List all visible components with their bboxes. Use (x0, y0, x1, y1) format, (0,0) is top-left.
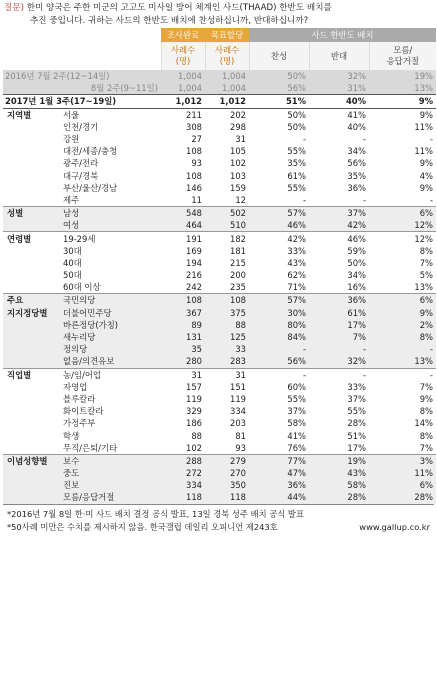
row-target-n: 375 (205, 307, 249, 319)
row-survey-n: 102 (186, 442, 202, 453)
row-support: 84% (249, 331, 309, 343)
row-label: 더불어민주당 (61, 307, 161, 319)
row-dk: 7% (419, 257, 433, 268)
row-support: 55% (287, 182, 306, 193)
row-target-n: 151 (230, 381, 246, 392)
row-group (3, 467, 61, 479)
row-dk: 7% (419, 442, 433, 453)
row-support: - (302, 134, 306, 145)
table-row (3, 269, 436, 281)
row-target-n: 235 (230, 282, 246, 293)
row-oppose: 37% (309, 207, 369, 220)
row-label: 30대 (63, 245, 82, 256)
row-group (3, 194, 61, 207)
row-oppose: 17% (347, 442, 366, 453)
row-dk: 12% (369, 232, 436, 245)
row-target-n: 119 (230, 393, 246, 404)
row-label: 새누리당 (61, 331, 161, 343)
row-group (3, 269, 61, 281)
row-dk: 11% (414, 121, 433, 132)
row-survey-n: 334 (161, 479, 205, 491)
row-support: - (249, 368, 309, 381)
table-row (3, 442, 436, 455)
question-text-line2: 추진 중입니다. 귀하는 사드의 한반도 배치에 찬성하십니까, 반대하십니까? (30, 16, 309, 26)
row-group: 성별 (3, 207, 61, 220)
table-row (3, 491, 436, 503)
row-dk: 6% (369, 207, 436, 220)
row-group (3, 491, 61, 503)
table-row (3, 232, 436, 245)
row-target-n: 283 (205, 355, 249, 368)
row-oppose: 59% (347, 245, 366, 256)
row-group (3, 429, 61, 441)
row-support: 37% (287, 406, 306, 417)
row-survey-n: 157 (186, 381, 202, 392)
row-support: 50% (287, 121, 306, 132)
row-survey-n: 1,012 (161, 95, 205, 108)
row-support: 50% (287, 109, 306, 120)
row-label: 화이트칼라 (63, 406, 104, 417)
row-support: 62% (287, 270, 306, 281)
table-row (3, 95, 436, 108)
row-oppose: - (309, 343, 369, 355)
footer-url: www.gallup.co.kr (359, 521, 430, 532)
row-dk: 9% (419, 109, 433, 120)
row-target-n: 200 (230, 270, 246, 281)
table-row (3, 245, 436, 257)
row-dk: - (429, 194, 433, 205)
table-row (3, 82, 436, 95)
row-oppose: 28% (309, 491, 369, 503)
row-dk: 14% (414, 418, 433, 429)
table-row (3, 133, 436, 145)
row-oppose: 43% (309, 467, 369, 479)
row-survey-n: 242 (186, 282, 202, 293)
row-group (3, 405, 61, 417)
row-group: 주요 (3, 294, 61, 307)
row-target-n: 215 (230, 257, 246, 268)
row-dk: 13% (369, 82, 436, 95)
row-label: 40대 (63, 257, 82, 268)
row-dk: 8% (419, 406, 433, 417)
row-target-n: 159 (230, 182, 246, 193)
row-oppose: 56% (347, 158, 366, 169)
table-row (3, 381, 436, 393)
row-survey-n: 548 (161, 207, 205, 220)
row-dk: 19% (369, 70, 436, 82)
row-support: 47% (249, 467, 309, 479)
results-table (3, 28, 436, 504)
row-label: 무직/은퇴/기타 (63, 442, 118, 453)
row-target-n: 203 (230, 418, 246, 429)
row-label: 농/임/어업 (61, 368, 161, 381)
row-label: 19-29세 (61, 232, 161, 245)
row-group (3, 393, 61, 405)
row-oppose: 36% (309, 294, 369, 307)
row-target-n: 279 (205, 454, 249, 467)
row-survey-n: 1,004 (161, 70, 205, 82)
row-dk: 7% (419, 381, 433, 392)
header-thaad: 사드 한반도 배치 (249, 28, 436, 42)
row-dk: 13% (369, 355, 436, 368)
row-target-n: 33 (205, 343, 249, 355)
table-row (3, 467, 436, 479)
table-row (3, 121, 436, 133)
row-target-n: 93 (235, 442, 246, 453)
row-survey-n: 108 (186, 146, 202, 157)
row-support: - (249, 343, 309, 355)
row-target-n: 350 (205, 479, 249, 491)
row-group (3, 417, 61, 429)
row-label: 바른정당(가칭) (61, 319, 161, 331)
row-dk: 4% (419, 170, 433, 181)
table-row (3, 294, 436, 307)
table-row (3, 479, 436, 491)
table-row (3, 454, 436, 467)
row-support: - (302, 194, 306, 205)
table-row (3, 219, 436, 232)
row-survey-n: 186 (186, 418, 202, 429)
row-group (3, 442, 61, 455)
row-group (3, 331, 61, 343)
row-label: 보수 (61, 454, 161, 467)
row-label: 광주/전라 (63, 158, 99, 169)
row-survey-n: 118 (161, 491, 205, 503)
row-oppose: 36% (347, 182, 366, 193)
row-dk: 13% (414, 282, 433, 293)
row-survey-n: 367 (161, 307, 205, 319)
row-target-n: 270 (205, 467, 249, 479)
table-row (3, 355, 436, 368)
row-dk: 6% (369, 479, 436, 491)
question (0, 0, 437, 28)
row-survey-n: 27 (191, 134, 202, 145)
row-label: 남성 (61, 207, 161, 220)
row-support: 46% (249, 219, 309, 232)
row-oppose: 58% (309, 479, 369, 491)
row-oppose: 7% (309, 331, 369, 343)
row-target-n: 510 (205, 219, 249, 232)
row-survey-n: 119 (186, 393, 202, 404)
row-dk: 6% (369, 294, 436, 307)
row-survey-n: 169 (186, 245, 202, 256)
row-support: 43% (287, 257, 306, 268)
footer (3, 504, 434, 534)
row-group (3, 170, 61, 182)
question-label: 질문) (4, 3, 24, 13)
table-row (3, 182, 436, 194)
header-target: 목표할당 (205, 28, 249, 42)
row-support: 41% (287, 430, 306, 441)
row-target-n: 1,012 (205, 95, 249, 108)
row-dk: 2% (369, 319, 436, 331)
table-row (3, 343, 436, 355)
row-survey-n: 93 (191, 158, 202, 169)
row-group: 이념성향별 (3, 454, 61, 467)
row-support: 57% (249, 294, 309, 307)
row-oppose: - (362, 134, 366, 145)
row-target-n: 31 (235, 134, 246, 145)
row-survey-n: 35 (161, 343, 205, 355)
table-row (3, 307, 436, 319)
row-survey-n: 464 (161, 219, 205, 232)
row-dk: 3% (369, 454, 436, 467)
row-survey-n: 329 (186, 406, 202, 417)
row-dk: - (369, 343, 436, 355)
row-dk: 8% (419, 430, 433, 441)
row-group (3, 355, 61, 368)
row-dk: 8% (369, 331, 436, 343)
row-label: 국민의당 (61, 294, 161, 307)
row-dk: 28% (369, 491, 436, 503)
row-oppose: 32% (309, 70, 369, 82)
row-support: 51% (249, 95, 309, 108)
row-support: 30% (249, 307, 309, 319)
row-survey-n: 272 (161, 467, 205, 479)
row-survey-n: 1,004 (161, 82, 205, 95)
table-row (3, 319, 436, 331)
header-survey: 조사완료 (161, 28, 205, 42)
row-label: 제주 (63, 194, 80, 205)
row-dk: - (429, 134, 433, 145)
row-oppose: - (309, 368, 369, 381)
row-survey-n: 146 (186, 182, 202, 193)
row-survey-n: 88 (191, 430, 202, 441)
row-label: 60대 이상 (63, 282, 101, 293)
table-row (3, 257, 436, 269)
row-survey-n: 108 (161, 294, 205, 307)
row-label: 없음/의견유보 (61, 355, 161, 368)
row-target-n: 31 (205, 368, 249, 381)
row-target-n: 1,004 (205, 82, 249, 95)
row-label: 2017년 1월 3주(17~19일) (3, 95, 161, 108)
row-label: 가정주부 (63, 418, 96, 429)
row-dk: 5% (419, 270, 433, 281)
row-group (3, 133, 61, 145)
row-oppose: 35% (347, 170, 366, 181)
row-target-n: 1,004 (205, 70, 249, 82)
row-target-n: 182 (205, 232, 249, 245)
row-survey-n: 131 (161, 331, 205, 343)
row-group: 연령별 (3, 232, 61, 245)
row-support: 61% (287, 170, 306, 181)
row-target-n: 12 (235, 194, 246, 205)
row-group (3, 281, 61, 294)
row-support: 42% (249, 232, 309, 245)
row-dk: 9% (419, 182, 433, 193)
row-oppose: 55% (347, 406, 366, 417)
row-target-n: 125 (205, 331, 249, 343)
row-support: 57% (249, 207, 309, 220)
row-target-n: 334 (230, 406, 246, 417)
row-support: 76% (287, 442, 306, 453)
row-dk: 9% (419, 158, 433, 169)
row-oppose: 32% (309, 355, 369, 368)
row-group (3, 245, 61, 257)
row-group (3, 257, 61, 269)
row-oppose: 50% (347, 257, 366, 268)
row-oppose: 40% (309, 95, 369, 108)
row-survey-n: 11 (191, 194, 202, 205)
row-dk: 9% (369, 307, 436, 319)
header-opt-dk: 모름/ 응답거절 (369, 42, 436, 70)
row-label: 강원 (63, 134, 80, 145)
row-oppose: 46% (309, 232, 369, 245)
header-opt-oppose: 반대 (309, 42, 369, 70)
row-group (3, 319, 61, 331)
row-dk: 9% (369, 95, 436, 108)
table-row (3, 405, 436, 417)
row-group: 지지정당별 (3, 307, 61, 319)
row-oppose: 16% (347, 282, 366, 293)
row-survey-n: 280 (161, 355, 205, 368)
row-oppose: 34% (347, 270, 366, 281)
footer-note2: *50사례 미만은 수치를 제시하지 않음. 한국갤럽 데일리 오피니언 제243호 (7, 521, 278, 532)
row-oppose: 37% (347, 393, 366, 404)
row-survey-n: 89 (161, 319, 205, 331)
row-group (3, 381, 61, 393)
row-group (3, 157, 61, 169)
row-label: 대구/경북 (63, 170, 99, 181)
row-support: 55% (287, 393, 306, 404)
row-survey-n: 108 (186, 170, 202, 181)
row-support: 36% (249, 479, 309, 491)
table-row (3, 145, 436, 157)
row-survey-n: 31 (161, 368, 205, 381)
row-group (3, 343, 61, 355)
row-survey-n: 191 (161, 232, 205, 245)
row-group: 직업별 (3, 368, 61, 381)
table-row (3, 331, 436, 343)
row-label: 자영업 (63, 381, 88, 392)
row-label: 학생 (63, 430, 80, 441)
row-label: 중도 (61, 467, 161, 479)
row-target-n: 298 (230, 121, 246, 132)
table-row (3, 70, 436, 82)
header-opt-support: 찬성 (249, 42, 309, 70)
row-survey-n: 288 (161, 454, 205, 467)
row-target-n: 105 (230, 146, 246, 157)
row-oppose: 31% (309, 82, 369, 95)
row-label: 블루칼라 (63, 393, 96, 404)
table-row (3, 417, 436, 429)
row-support: 56% (249, 355, 309, 368)
row-label: 부산/울산/경남 (63, 182, 118, 193)
row-label: 모름/응답거절 (61, 491, 161, 503)
row-target-n: 88 (205, 319, 249, 331)
row-target-n: 202 (230, 109, 246, 120)
row-oppose: 28% (347, 418, 366, 429)
row-label: 진보 (61, 479, 161, 491)
row-support: 77% (249, 454, 309, 467)
row-label: 2016년 7월 2주(12~14일) (3, 70, 161, 82)
row-dk: 9% (419, 393, 433, 404)
table-row (3, 170, 436, 182)
table-row (3, 429, 436, 441)
row-survey-n: 216 (186, 270, 202, 281)
table-row (3, 368, 436, 381)
row-dk: 11% (369, 467, 436, 479)
row-group (3, 145, 61, 157)
row-oppose: 61% (309, 307, 369, 319)
row-dk: 11% (414, 146, 433, 157)
row-survey-n: 194 (186, 257, 202, 268)
row-support: 55% (287, 146, 306, 157)
row-support: 71% (287, 282, 306, 293)
row-support: 58% (287, 418, 306, 429)
row-target-n: 118 (205, 491, 249, 503)
row-target-n: 502 (205, 207, 249, 220)
row-oppose: 40% (347, 121, 366, 132)
row-oppose: 19% (309, 454, 369, 467)
row-target-n: 102 (230, 158, 246, 169)
header-survey-sub: 사례수 (명) (161, 42, 205, 70)
row-oppose: 34% (347, 146, 366, 157)
row-survey-n: 211 (186, 109, 202, 120)
row-support: 33% (287, 245, 306, 256)
row-label: 8월 2주(9~11일) (3, 82, 161, 95)
row-target-n: 108 (205, 294, 249, 307)
row-dk: 12% (369, 219, 436, 232)
row-support: 44% (249, 491, 309, 503)
row-label: 인천/경기 (63, 121, 99, 132)
row-group (3, 219, 61, 232)
table-row (3, 393, 436, 405)
row-support: 35% (287, 158, 306, 169)
row-support: 56% (249, 82, 309, 95)
table-row (3, 194, 436, 207)
row-support: 60% (287, 381, 306, 392)
table-row (3, 281, 436, 294)
question-text-line1: 한미 양국은 주한 미군의 고고도 미사일 방어 체계인 사드(THAAD) 한반도 배치를 (23, 3, 332, 13)
table-row (3, 108, 436, 121)
row-label: 대전/세종/충청 (63, 146, 118, 157)
row-label: 서울 (63, 109, 80, 120)
row-label: 정의당 (61, 343, 161, 355)
row-oppose: 41% (347, 109, 366, 120)
row-oppose: - (362, 194, 366, 205)
row-group: 지역별 (7, 109, 32, 120)
footer-note1: *2016년 7월 8일 한·미 사드 배치 결정 공식 발표, 13일 경북 성주 배치 공식 발표 (7, 508, 304, 519)
row-group (3, 479, 61, 491)
row-group (3, 182, 61, 194)
row-survey-n: 308 (186, 121, 202, 132)
row-target-n: 181 (230, 245, 246, 256)
row-target-n: 103 (230, 170, 246, 181)
header-target-sub: 사례수 (명) (205, 42, 249, 70)
row-dk: - (369, 368, 436, 381)
row-dk: 8% (419, 245, 433, 256)
row-support: 80% (249, 319, 309, 331)
row-oppose: 42% (309, 219, 369, 232)
table-row (3, 207, 436, 220)
row-oppose: 17% (309, 319, 369, 331)
row-oppose: 33% (347, 381, 366, 392)
row-label: 50대 (63, 270, 82, 281)
row-label: 여성 (61, 219, 161, 232)
row-support: 50% (249, 70, 309, 82)
row-group (3, 121, 61, 133)
row-target-n: 81 (235, 430, 246, 441)
table-row (3, 157, 436, 169)
row-oppose: 51% (347, 430, 366, 441)
